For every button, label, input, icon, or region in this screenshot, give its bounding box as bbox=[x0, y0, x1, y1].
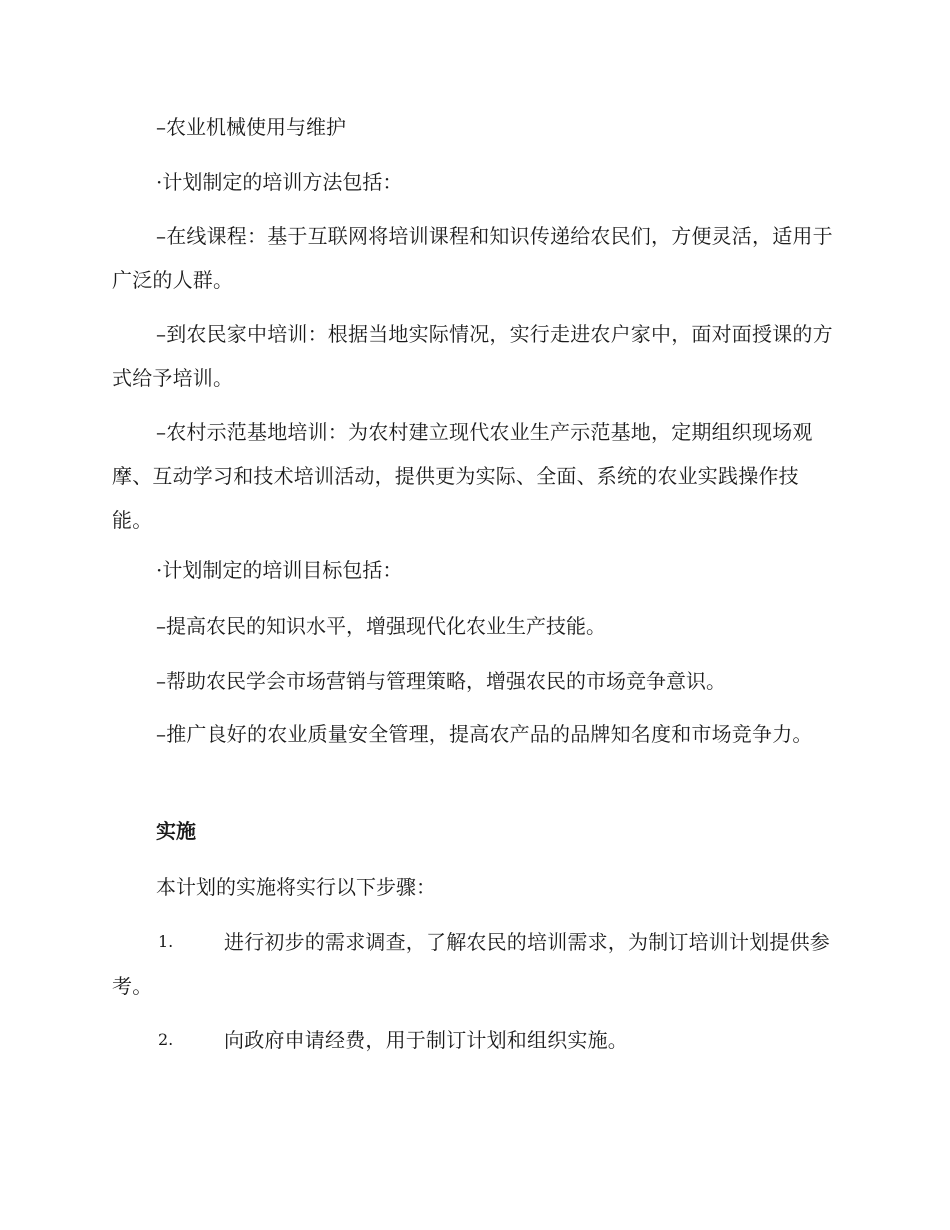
method-base: –农村示范基地培训：为农村建立现代农业生产示范基地，定期组织现场观摩、互动学习和技术培训活动，提供更为实际、全面、系统的农业实践操作技能。 bbox=[112, 420, 813, 532]
goal-quality: –推广良好的农业质量安全管理，提高农产品的品牌知名度和市场竞争力。 bbox=[156, 722, 813, 746]
method-home: –到农民家中培训：根据当地实际情况，实行走进农户家中，面对面授课的方式给予培训。 bbox=[112, 322, 833, 390]
step-text: 进行初步的需求调查，了解农民的培训需求，为制订培训计划提供参考。 bbox=[112, 930, 830, 998]
list-item-machinery: –农业机械使用与维护 bbox=[156, 115, 346, 139]
step-number: 1. bbox=[158, 932, 174, 951]
step-number: 2. bbox=[158, 1030, 174, 1049]
goal-marketing: –帮助农民学会市场营销与管理策略，增强农民的市场竞争意识。 bbox=[156, 669, 726, 693]
method-online: –在线课程：基于互联网将培训课程和知识传递给农民们，方便灵活，适用于广泛的人群。 bbox=[112, 224, 833, 292]
goal-knowledge: –提高农民的知识水平，增强现代化农业生产技能。 bbox=[156, 614, 606, 638]
implementation-intro: 本计划的实施将实行以下步骤： bbox=[156, 875, 436, 899]
methods-intro: ·计划制定的培训方法包括： bbox=[156, 170, 403, 194]
implementation-heading: 实施 bbox=[156, 819, 196, 843]
step-text: 向政府申请经费，用于制订计划和组织实施。 bbox=[224, 1028, 628, 1052]
goals-intro: ·计划制定的培训目标包括： bbox=[156, 558, 403, 582]
